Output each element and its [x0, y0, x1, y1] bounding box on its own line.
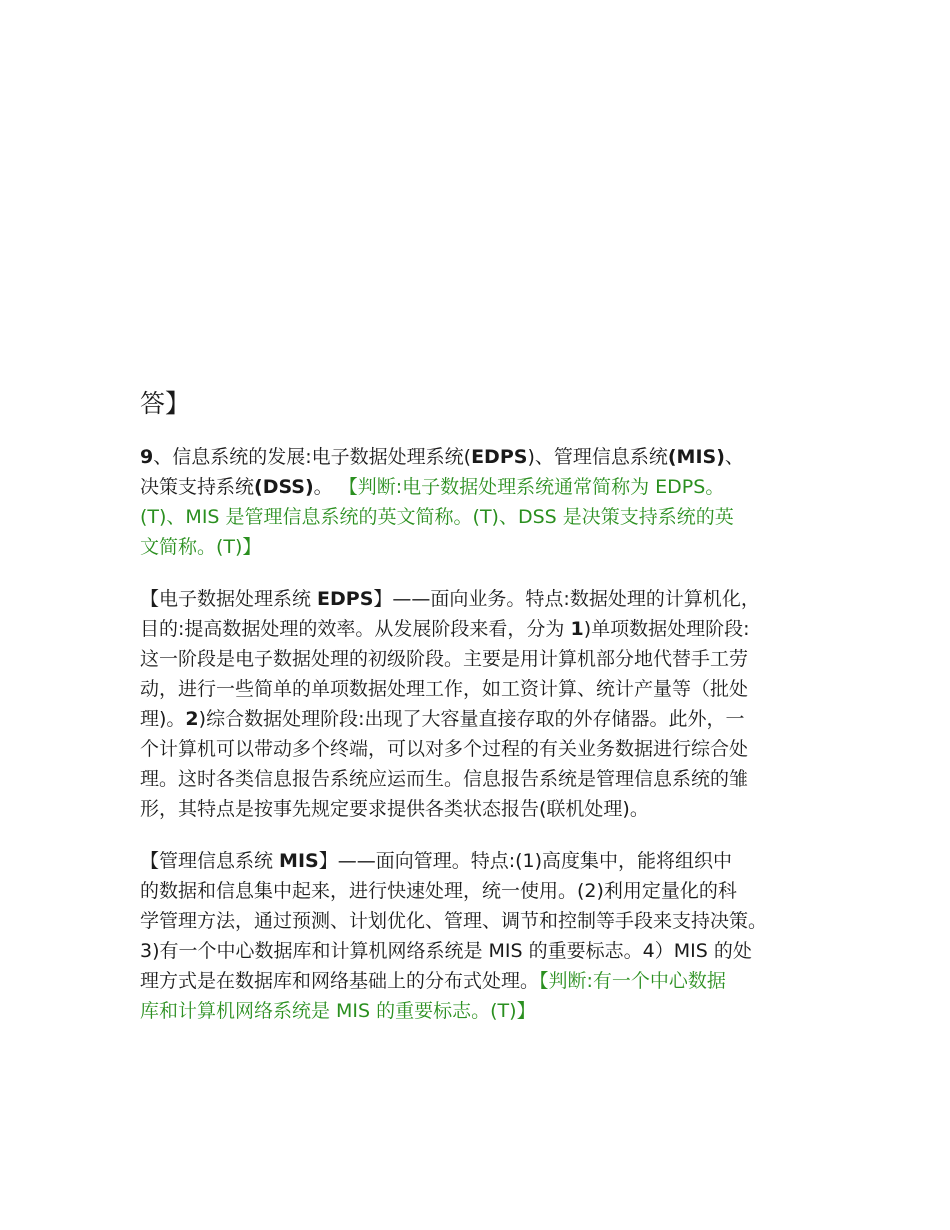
text-run: 【电子数据处理系统 — [140, 588, 318, 610]
document-body — [140, 384, 830, 1048]
edps-line-7: 理。这时各类信息报告系统应运而生。信息报告系统是管理信息系统的雏 — [140, 768, 749, 790]
edps-line-3: 这一阶段是电子数据处理的初级阶段。主要是用计算机部分地代替手工劳 — [140, 648, 749, 670]
text-run: 理方式是在数据库和网络基础上的分布式处理。 — [140, 970, 540, 992]
text-run: )、管理信息系统 — [527, 446, 668, 468]
edps-line-6: 个计算机可以带动多个终端，可以对多个过程的有关业务数据进行综合处 — [140, 738, 749, 760]
text-run: 】——面向管理。特点:(1)高度集中，能将组织中 — [318, 850, 733, 872]
edps-line-4: 动，进行一些简单的单项数据处理工作，如工资计算、统计产量等（批处 — [140, 678, 749, 700]
section-9-line-4: 文简称。(T)】 — [140, 536, 262, 558]
edps-abbr: EDPS — [471, 446, 528, 468]
mis-abbr: MIS — [279, 850, 319, 872]
mis-line-6: 库和计算机网络系统是 MIS 的重要标志。(T)】 — [140, 1000, 536, 1022]
section-9-paragraph — [140, 442, 830, 562]
mis-line-4: 3)有一个中心数据库和计算机网络系统是 MIS 的重要标志。4）MIS 的处 — [140, 940, 752, 962]
edps-paragraph — [140, 584, 830, 824]
text-run: 】——面向业务。特点:数据处理的计算机化， — [373, 588, 760, 610]
dss-abbr: (DSS) — [254, 476, 314, 498]
edps-line-8: 形，其特点是按事先规定要求提供各类状态报告(联机处理)。 — [140, 798, 649, 820]
text-run: 【管理信息系统 — [140, 850, 280, 872]
stage-number: 2 — [185, 708, 199, 730]
mis-line-3: 学管理方法，通过预测、计划优化、管理、调节和控制等手段来支持决策。 — [140, 910, 768, 932]
edps-line-5 — [140, 704, 830, 734]
judgment-note: 【判断:电子数据处理系统通常简称为 EDPS。 — [338, 476, 725, 498]
text-run: )单项数据处理阶段: — [583, 618, 750, 640]
text-run: 、信息系统的发展:电子数据处理系统( — [153, 446, 472, 468]
text-run: 决策支持系统 — [140, 476, 255, 498]
text-run: 。 — [313, 476, 339, 498]
section-9-line-1 — [140, 442, 830, 472]
mis-paragraph — [140, 846, 830, 1026]
edps-line-1 — [140, 584, 830, 614]
mis-line-5 — [140, 966, 830, 996]
stage-number: 1 — [570, 618, 584, 640]
text-run: 目的:提高数据处理的效率。从发展阶段来看，分为 — [140, 618, 571, 640]
text-run: 理)。 — [140, 708, 186, 730]
section-9-line-2 — [140, 472, 830, 502]
continued-answer-heading: 答】 — [140, 389, 191, 418]
mis-line-1 — [140, 846, 830, 876]
judgment-note: 【判断:有一个中心数据 — [539, 970, 726, 992]
mis-line-2: 的数据和信息集中起来，进行快速处理，统一使用。(2)利用定量化的科 — [140, 880, 737, 902]
mis-abbr: (MIS) — [667, 446, 725, 468]
section-9-line-3: (T)、MIS 是管理信息系统的英文简称。(T)、DSS 是决策支持系统的英 — [140, 506, 734, 528]
section-number: 9 — [140, 446, 154, 468]
edps-line-2 — [140, 614, 830, 644]
edps-abbr: EDPS — [317, 588, 374, 610]
text-run: )综合数据处理阶段:出现了大容量直接存取的外存储器。此外，一 — [198, 708, 745, 730]
text-run: 、 — [724, 446, 744, 468]
